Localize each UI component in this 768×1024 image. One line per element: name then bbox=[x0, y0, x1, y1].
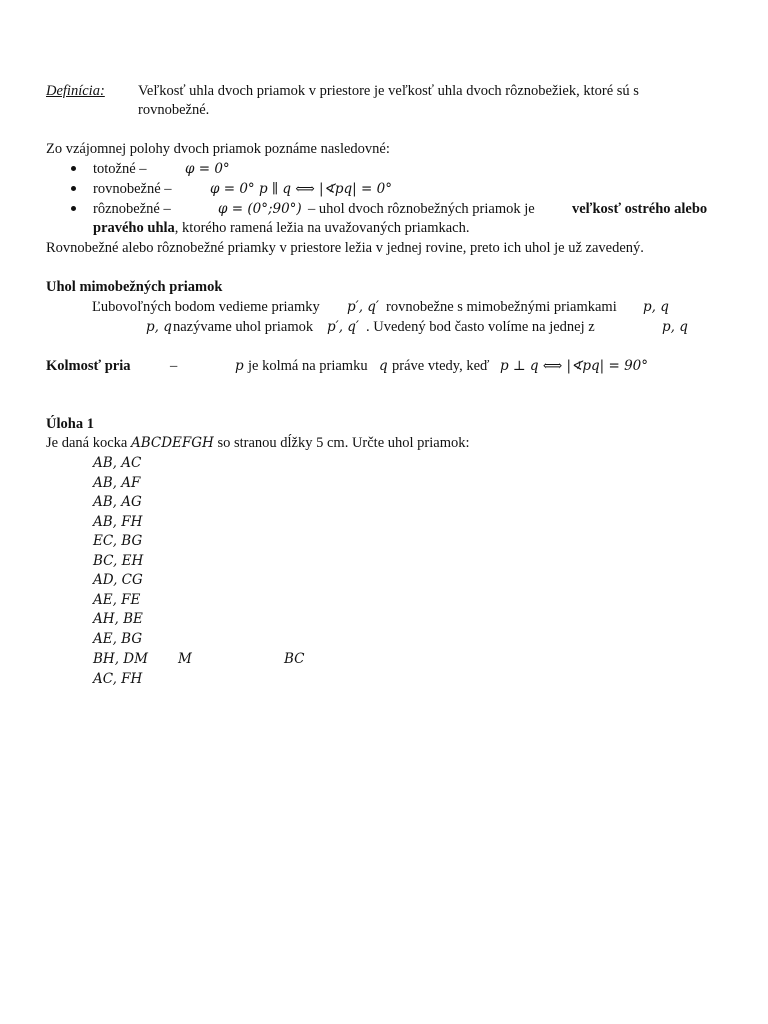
plane-sentence: Rovnobežné alebo rôznobežné priamky v priestore ležia v jednej rovine, preto ich uhol je už zavedený. bbox=[46, 240, 644, 256]
task-item: AB, AG bbox=[93, 494, 142, 510]
perp-math1: p bbox=[235, 358, 244, 374]
task-item: AB, FH bbox=[93, 514, 143, 530]
task-item: AH, BE bbox=[93, 611, 143, 627]
bullet-rovnobezne-label: rovnobežné – bbox=[93, 181, 172, 197]
task-heading: Úloha 1 bbox=[46, 416, 94, 432]
perp-math2: q bbox=[379, 358, 388, 374]
bullet-totozne-label: totožné – bbox=[93, 161, 147, 177]
skew-line2-math2: p′, q′ bbox=[327, 319, 359, 335]
task-intro-a: Je daná kocka bbox=[46, 435, 128, 451]
task-item: AB, AC bbox=[93, 455, 142, 471]
task-item: BC, EH bbox=[93, 553, 144, 569]
definition-text-line1: Veľkosť uhla dvoch priamok v priestore je veľkosť uhla dvoch rôznobežiek, ktoré sú s bbox=[138, 83, 639, 99]
perp-label: Kolmosť pria bbox=[46, 358, 131, 374]
bullet-dot-icon bbox=[71, 166, 76, 171]
bullet-roznobezne-text: – uhol dvoch rôznobežných priamok je bbox=[308, 201, 535, 217]
task-item: AE, FE bbox=[93, 592, 141, 608]
skew-line2-a: nazývame uhol priamok bbox=[173, 319, 314, 335]
perp-text1: je kolmá na priamku bbox=[248, 358, 368, 374]
skew-line2-math3: p, q bbox=[662, 319, 688, 335]
skew-line2-math1: p, q bbox=[146, 319, 172, 335]
definition-text-line2: rovnobežné. bbox=[138, 102, 210, 118]
skew-line1-math1: p′, q′ bbox=[347, 299, 379, 315]
bullet-roznobezne-rest: , ktorého ramená ležia na uvažovaných priamkach. bbox=[174, 220, 470, 236]
positions-intro: Zo vzájomnej polohy dvoch priamok poznáme nasledovné: bbox=[46, 141, 390, 157]
skew-heading: Uhol mimobežných priamok bbox=[46, 279, 223, 295]
bullet-roznobezne-line2 bbox=[93, 219, 470, 238]
skew-line1-math2: p, q bbox=[643, 299, 669, 315]
skew-line1-b: rovnobežne s mimobežnými priamkami bbox=[386, 299, 617, 315]
task-item: AD, CG bbox=[93, 572, 143, 588]
bullet-roznobezne-label: rôznobežné – bbox=[93, 201, 171, 217]
task-intro bbox=[46, 434, 470, 453]
bullet-totozne-math: φ = 0° bbox=[185, 161, 230, 177]
bullet-rovnobezne-math: φ = 0° p ∥ q ⟺ |∢pq| = 0° bbox=[210, 181, 392, 197]
perp-math3: p ⊥ q ⟺ |∢pq| = 90° bbox=[500, 358, 649, 374]
task-item: AC, FH bbox=[93, 671, 143, 687]
task-item: BH, DM bbox=[93, 651, 148, 667]
bullet-dot-icon bbox=[71, 206, 76, 211]
bullet-dot-icon bbox=[71, 186, 76, 191]
definition-label: Definícia: bbox=[46, 83, 105, 99]
task-item: EC, BG bbox=[93, 533, 143, 549]
task-item: AE, BG bbox=[93, 631, 143, 647]
bullet-roznobezne-bold1: veľkosť ostrého alebo bbox=[572, 201, 708, 217]
task-intro-math: ABCDEFGH bbox=[130, 435, 214, 451]
task-extra-edge-bc: BC bbox=[284, 651, 305, 667]
skew-line1-a: Ľubovoľných bodom vedieme priamky bbox=[92, 299, 320, 315]
perp-text2: práve vtedy, keď bbox=[392, 358, 490, 374]
task-extra-point-m: M bbox=[178, 651, 192, 667]
skew-line2-b: . Uvedený bod často volíme na jednej z bbox=[366, 319, 595, 335]
bullet-roznobezne-bold2: pravého uhla bbox=[93, 220, 175, 236]
perp-dash: – bbox=[170, 358, 178, 374]
task-intro-b: so stranou dĺžky 5 cm. Určte uhol priamok: bbox=[217, 435, 470, 451]
bullet-roznobezne-math: φ = (0°;90°) bbox=[218, 201, 302, 217]
task-item: AB, AF bbox=[93, 475, 141, 491]
